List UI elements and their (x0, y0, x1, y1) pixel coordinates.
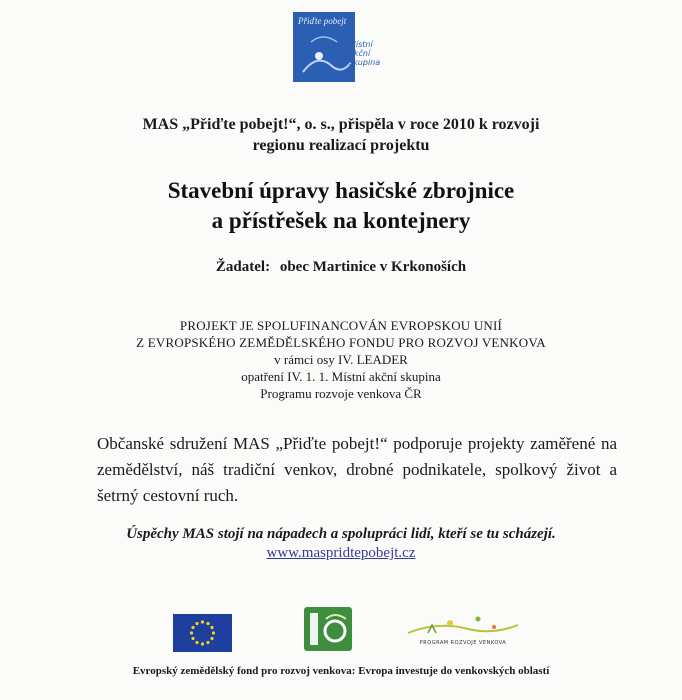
rural-development-program-label: PROGRAM ROZVOJE VENKOVA (419, 640, 507, 646)
eu-flag-icon (173, 614, 232, 652)
description-paragraph: Občanské sdružení MAS „Přiďte pobejt!“ podporuje projekty zaměřené na zemědělství, náš tradiční venkov, drobné podnikatele, spolkový život a šetrný cestovní ruch. (97, 434, 617, 505)
footer-text: Evropský zemědělský fond pro rozvoj venkova: Evropa investuje do venkovských oblastí (132, 665, 550, 677)
funding-statement: PROJEKT JE SPOLUFINANCOVÁN EVROPSKOU UNIÍ Z EVROPSKÉHO ZEMĚDĚLSKÉHO FONDU PRO ROZVOJ VENKOVA v rámci osy IV. LEADER opatření IV. 1. 1. Místní akční skupina Programu rozvoje venkova ČR (136, 318, 546, 401)
website-link[interactable]: www.maspridtepobejt.cz (266, 545, 416, 561)
applicant (0, 259, 682, 276)
applicant-label: Žadatel: (215, 259, 271, 275)
intro-text: MAS „Přiďte pobejt!“, o. s., přispěla v roce 2010 k rozvoji regionu realizací projektu (142, 116, 540, 154)
mas-logo-subtitle: Místní akční skupina (349, 40, 381, 67)
motto: Úspěchy MAS stojí na nápadech a spolupráci lidí, kteří se tu scházejí. (126, 526, 556, 542)
project-title: Stavební úpravy hasičské zbrojnice a přístřešek na kontejnery (167, 178, 515, 233)
mas-logo (293, 12, 389, 82)
leader-logo-icon (302, 605, 354, 653)
mas-logo-title: Přiďte pobejt (298, 16, 347, 26)
applicant-value: obec Martinice v Krkonoších (279, 259, 467, 275)
